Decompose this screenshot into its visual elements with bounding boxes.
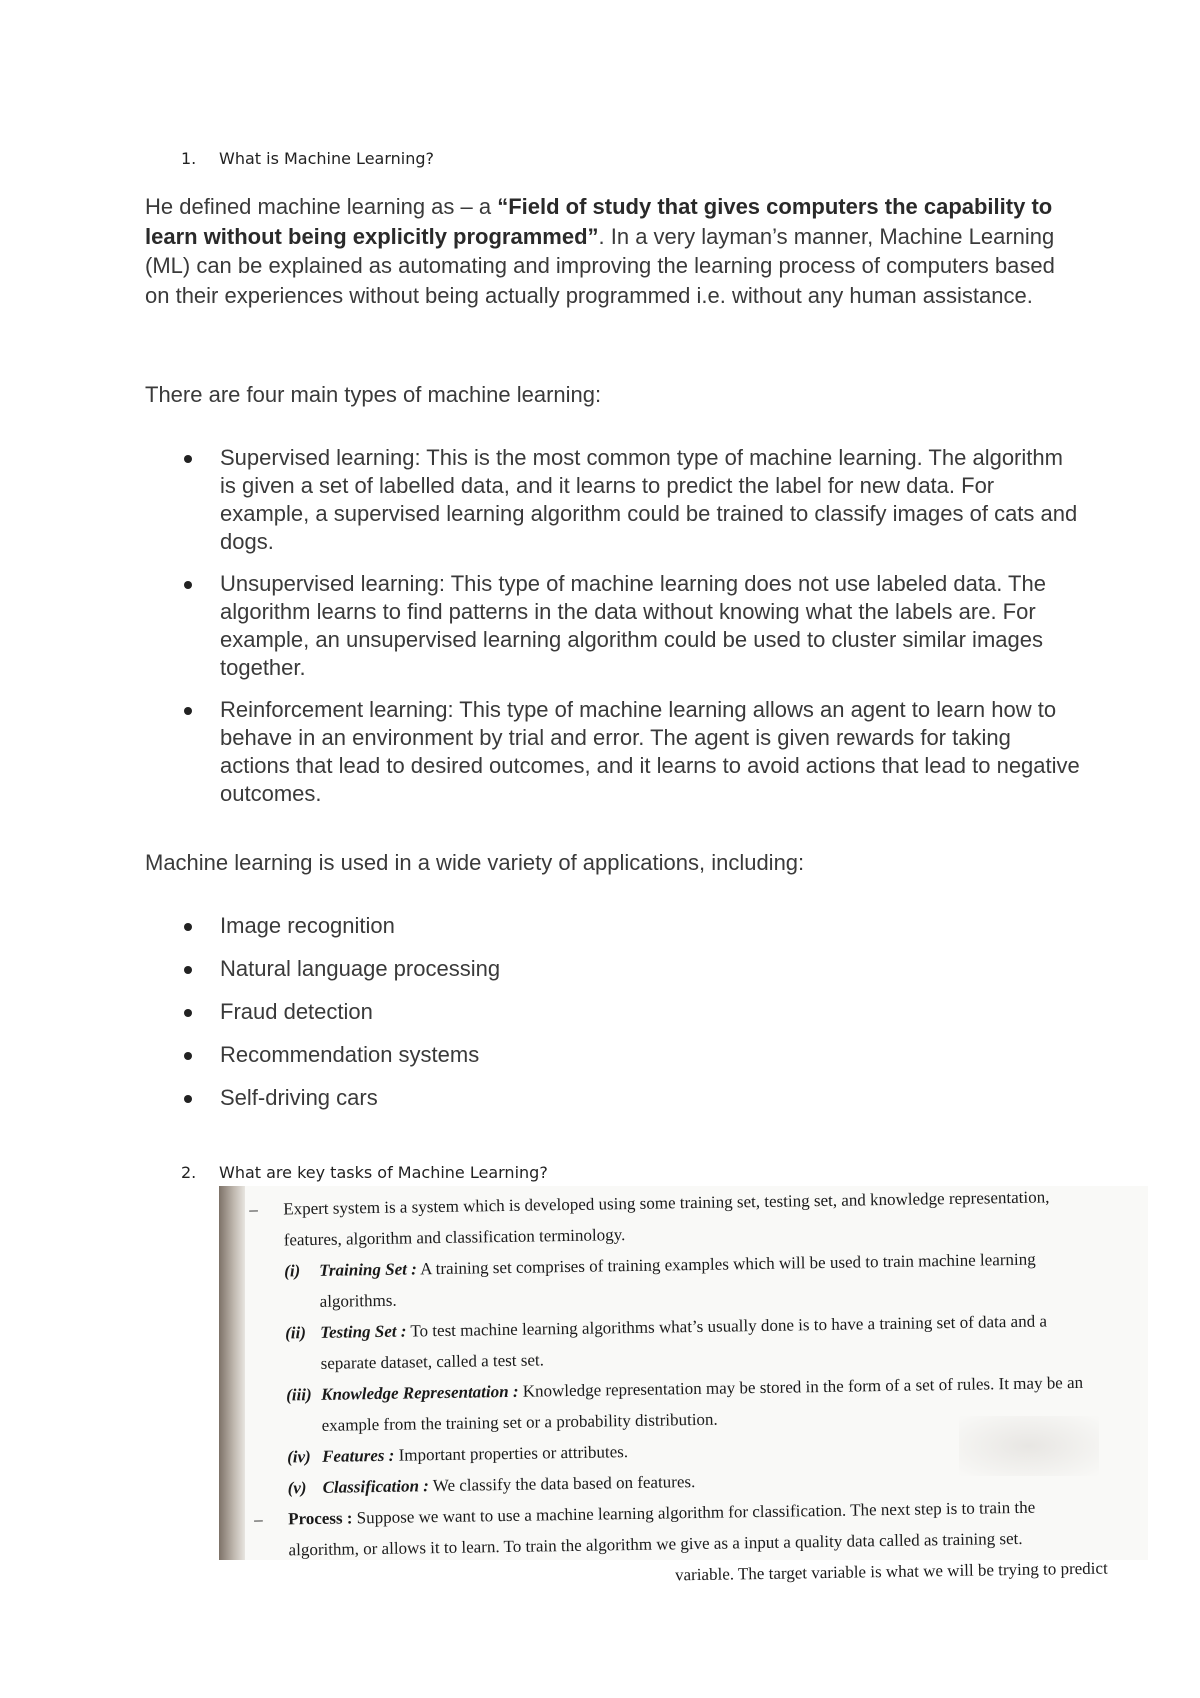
scan-expert-line: features, algorithm and classification terminology. — [283, 1225, 626, 1250]
list-item: Self-driving cars — [182, 1084, 1082, 1112]
scan-page-edge — [219, 1186, 245, 1560]
list-item: Supervised learning: This is the most common type of machine learning. The algorithm is given a set of labelled data, and it learns to predict the label for new data. For example, a supervised learning algorithm could be trained to classify images of cats and dogs. — [182, 444, 1082, 556]
scan-item: (iv) Features : Important properties or attributes. — [286, 1442, 629, 1467]
section-2-heading — [181, 1163, 548, 1182]
intro-prefix: He defined machine learning as – a — [145, 194, 498, 219]
scan-item: (v) Classification : We classify the data based on features. — [287, 1472, 696, 1498]
scan-process-line: algorithm, or allows it to learn. To train the algorithm we give as a input a quality data called as training set. — [288, 1528, 1023, 1560]
scan-item-continuation: example from the training set or a probability distribution. — [321, 1409, 718, 1435]
section-1-heading — [181, 149, 434, 168]
scan-process-line: variable. The target variable is what we will be trying to predict — [674, 1558, 1108, 1585]
scanned-textbook-image — [219, 1186, 1148, 1585]
bullet-icon — [184, 707, 192, 715]
list-item: Reinforcement learning: This type of machine learning allows an agent to learn how to behave in an environment by trial and error. The agent is given rewards for taking actions that lead to desired outcomes, and it learns to avoid actions that lead to negative outcomes. — [182, 696, 1082, 808]
bullet-icon — [184, 966, 192, 974]
dash-icon: – — [249, 1199, 258, 1219]
list-item: Recommendation systems — [182, 1041, 1082, 1069]
dash-icon: – — [253, 1509, 263, 1529]
section-2-number: 2. — [181, 1163, 197, 1182]
scan-item-continuation: algorithms. — [319, 1290, 397, 1311]
list-item: Image recognition — [182, 912, 1082, 940]
scan-item-continuation: separate dataset, called a test set. — [320, 1350, 545, 1373]
scan-item: (iii) Knowledge Representation : Knowledge representation may be stored in the form of a set of rules. It may be an — [286, 1372, 1084, 1405]
applications-lead: Machine learning is used in a wide variety of applications, including: — [145, 850, 805, 875]
bullet-icon — [184, 1052, 192, 1060]
section-2-title: What are key tasks of Machine Learning? — [219, 1163, 548, 1182]
scan-expert-line: – Expert system is a system which is developed using some training set, testing set, and knowledge representation, — [249, 1180, 1129, 1225]
list-item: Fraud detection — [182, 998, 1082, 1026]
bullet-icon — [184, 923, 192, 931]
list-item: Natural language processing — [182, 955, 1082, 983]
scan-item: (ii) Testing Set : To test machine learning algorithms what’s usually done is to have a training set of data and a — [285, 1311, 1048, 1343]
intro-quote: “Field of study that gives computers the capability to learn without being explicitly programmed” — [145, 194, 1053, 249]
intro-paragraph — [145, 192, 1075, 310]
section-1-number: 1. — [181, 149, 197, 168]
scan-item: (i) Training Set : A training set comprises of training examples which will be used to train machine learning — [284, 1249, 1036, 1281]
bullet-icon — [184, 581, 192, 589]
bullet-icon — [184, 1009, 192, 1017]
list-item: Unsupervised learning: This type of machine learning does not use labeled data. The algorithm learns to find patterns in the data without knowing what the labels are. For example, an unsupervised learning algorithm could be used to cluster similar images together. — [182, 570, 1082, 682]
scan-process-line: – Process : Suppose we want to use a machine learning algorithm for classification. The next step is to train the — [254, 1490, 1134, 1535]
section-1-title: What is Machine Learning? — [219, 149, 435, 168]
applications-list — [182, 912, 1082, 1127]
bullet-icon — [184, 1095, 192, 1103]
intro-suffix: . In a very layman’s manner, Machine Learning (ML) can be explained as automating and improving the learning process of computers based on their experiences without being actually programmed i.e. without any human assistance. — [145, 223, 1055, 308]
scan-text — [249, 1180, 1135, 1597]
ml-types-list — [182, 444, 1082, 822]
bullet-icon — [184, 455, 192, 463]
types-lead: There are four main types of machine learning: — [145, 382, 602, 407]
